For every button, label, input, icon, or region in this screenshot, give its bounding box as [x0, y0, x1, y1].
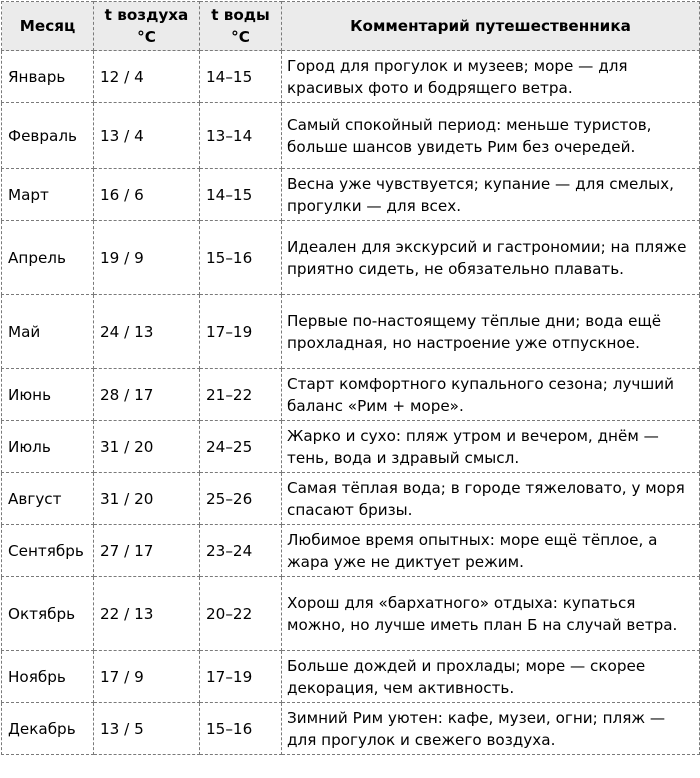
table-row [2, 51, 700, 103]
water-temp-cell: 15–16 [200, 703, 282, 755]
month-cell: Апрель [2, 221, 94, 295]
air-temp-cell: 28 / 17 [94, 369, 200, 421]
comment-cell: Старт комфортного купального сезона; лучший баланс «Рим + море». [282, 369, 700, 421]
table-header [2, 2, 700, 51]
month-cell: Ноябрь [2, 651, 94, 703]
air-temp-cell: 17 / 9 [94, 651, 200, 703]
table-row [2, 369, 700, 421]
water-temp-cell: 25–26 [200, 473, 282, 525]
header-row [2, 2, 700, 51]
water-temp-cell: 15–16 [200, 221, 282, 295]
water-temp-cell: 17–19 [200, 651, 282, 703]
water-temp-cell: 14–15 [200, 169, 282, 221]
table-row [2, 525, 700, 577]
air-temp-cell: 24 / 13 [94, 295, 200, 369]
climate-table [1, 1, 700, 755]
water-temp-cell: 23–24 [200, 525, 282, 577]
water-temp-cell: 13–14 [200, 103, 282, 169]
water-temp-cell: 20–22 [200, 577, 282, 651]
table-row [2, 103, 700, 169]
water-temp-cell: 24–25 [200, 421, 282, 473]
header-month: Месяц [2, 2, 94, 51]
comment-cell: Первые по-настоящему тёплые дни; вода ещё прохладная, но настроение уже отпускное. [282, 295, 700, 369]
header-air-temp: t воздуха °C [94, 2, 200, 51]
comment-cell: Самый спокойный период: меньше туристов, больше шансов увидеть Рим без очередей. [282, 103, 700, 169]
table-body [2, 51, 700, 755]
table-row [2, 577, 700, 651]
comment-cell: Идеален для экскурсий и гастрономии; на пляже приятно сидеть, не обязательно плавать. [282, 221, 700, 295]
table-row [2, 651, 700, 703]
air-temp-cell: 13 / 5 [94, 703, 200, 755]
comment-cell: Зимний Рим уютен: кафе, музеи, огни; пляж — для прогулок и свежего воздуха. [282, 703, 700, 755]
air-temp-cell: 12 / 4 [94, 51, 200, 103]
air-temp-cell: 31 / 20 [94, 421, 200, 473]
month-cell: Август [2, 473, 94, 525]
month-cell: Июнь [2, 369, 94, 421]
comment-cell: Любимое время опытных: море ещё тёплое, а жара уже не диктует режим. [282, 525, 700, 577]
comment-cell: Хорош для «бархатного» отдыха: купаться можно, но лучше иметь план Б на случай ветра. [282, 577, 700, 651]
comment-cell: Город для прогулок и музеев; море — для красивых фото и бодрящего ветра. [282, 51, 700, 103]
month-cell: Декабрь [2, 703, 94, 755]
month-cell: Сентябрь [2, 525, 94, 577]
table-row [2, 169, 700, 221]
water-temp-cell: 21–22 [200, 369, 282, 421]
water-temp-cell: 17–19 [200, 295, 282, 369]
month-cell: Июль [2, 421, 94, 473]
table-row [2, 703, 700, 755]
comment-cell: Жарко и сухо: пляж утром и вечером, днём — тень, вода и здравый смысл. [282, 421, 700, 473]
table-row [2, 295, 700, 369]
month-cell: Октябрь [2, 577, 94, 651]
water-temp-cell: 14–15 [200, 51, 282, 103]
table-row [2, 421, 700, 473]
comment-cell: Больше дождей и прохлады; море — скорее декорация, чем активность. [282, 651, 700, 703]
month-cell: Январь [2, 51, 94, 103]
comment-cell: Самая тёплая вода; в городе тяжеловато, у моря спасают бризы. [282, 473, 700, 525]
air-temp-cell: 31 / 20 [94, 473, 200, 525]
table-row [2, 473, 700, 525]
air-temp-cell: 19 / 9 [94, 221, 200, 295]
air-temp-cell: 16 / 6 [94, 169, 200, 221]
air-temp-cell: 27 / 17 [94, 525, 200, 577]
month-cell: Февраль [2, 103, 94, 169]
header-water-temp: t воды °C [200, 2, 282, 51]
table-row [2, 221, 700, 295]
month-cell: Май [2, 295, 94, 369]
air-temp-cell: 22 / 13 [94, 577, 200, 651]
air-temp-cell: 13 / 4 [94, 103, 200, 169]
header-comment: Комментарий путешественника [282, 2, 700, 51]
comment-cell: Весна уже чувствуется; купание — для смелых, прогулки — для всех. [282, 169, 700, 221]
month-cell: Март [2, 169, 94, 221]
